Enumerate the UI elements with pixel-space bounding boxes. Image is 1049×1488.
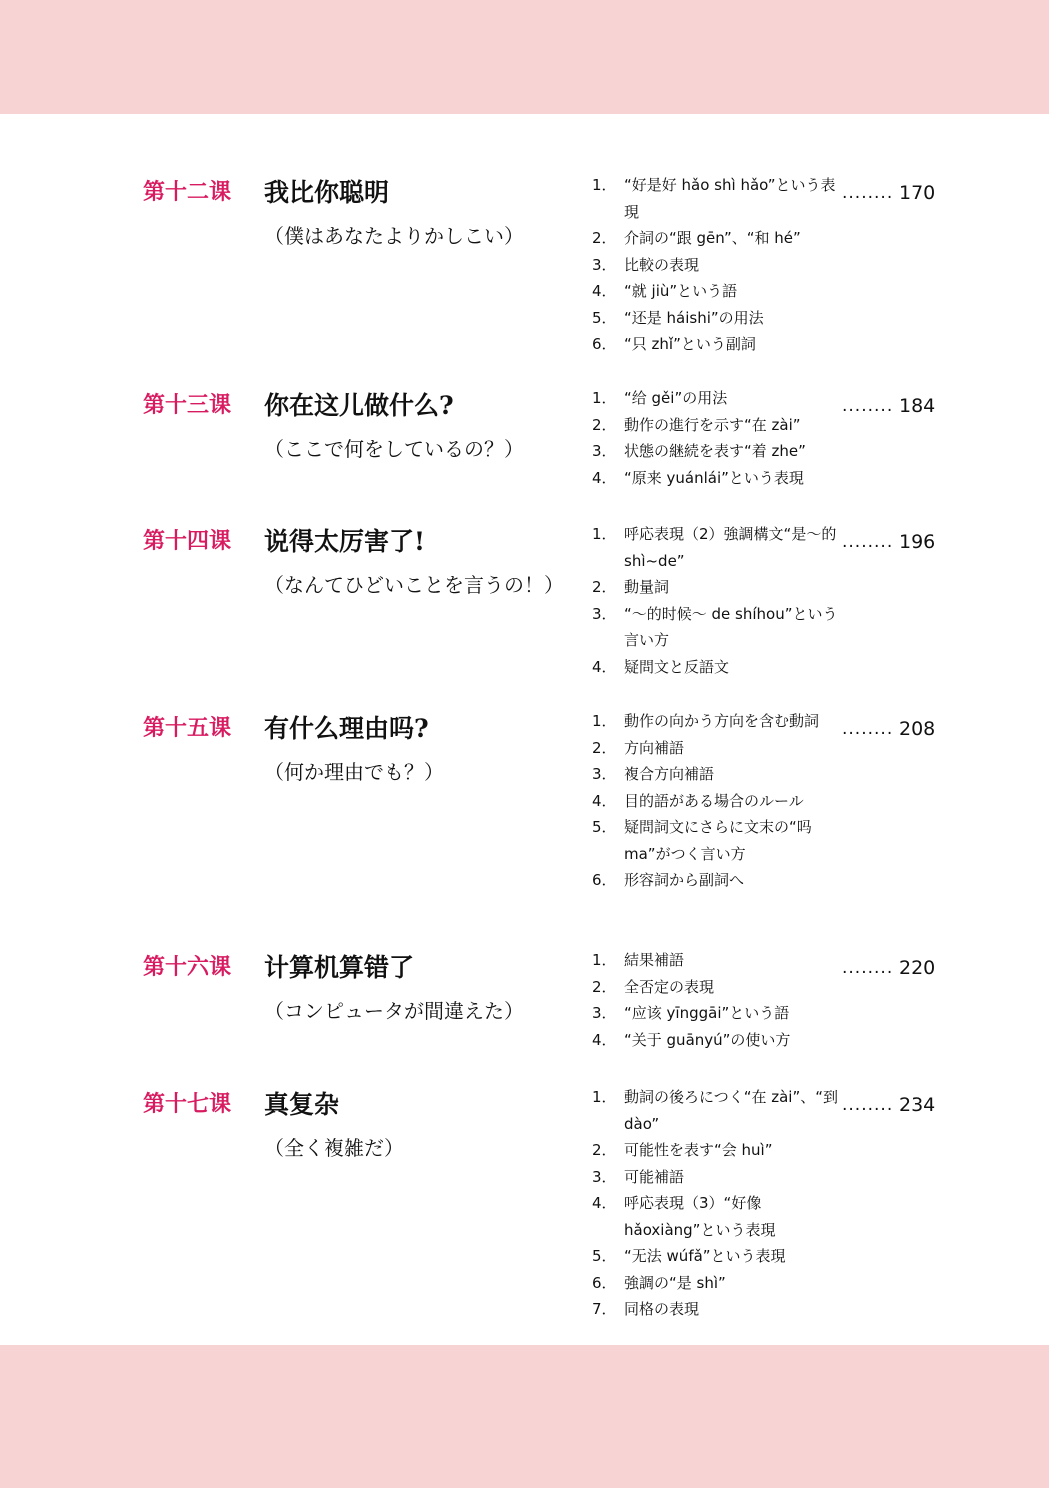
topic-number: 3． <box>592 765 617 783</box>
topic-number: 4． <box>592 282 617 300</box>
topic-item <box>592 1296 842 1323</box>
topic-text: 全否定の表現 <box>624 977 715 996</box>
lesson-number: 第十七课 <box>143 1092 232 1117</box>
page-number[interactable]: 196 <box>899 531 936 553</box>
topic-item <box>592 654 842 681</box>
topic-number: 1． <box>592 525 617 543</box>
topic-text: 介詞の“跟 gēn”、“和 hé” <box>624 229 801 247</box>
header-band <box>0 0 1049 114</box>
topic-number: 2． <box>592 229 617 247</box>
lesson-title: 真复杂 <box>264 1090 340 1119</box>
topic-text: 呼応表現（2）強調構文“是～的 shì~de” <box>624 525 837 570</box>
dot-leader: ........ <box>842 1095 894 1115</box>
topic-list <box>592 1084 842 1323</box>
topic-text: “应该 yīnggāi”という語 <box>624 1004 790 1022</box>
topic-text: 状態の継続を表す“着 zhe” <box>624 442 806 460</box>
topic-number: 4． <box>592 468 617 487</box>
topic-item <box>592 305 842 332</box>
topic-list <box>592 385 842 491</box>
topic-list <box>592 172 842 358</box>
topic-item <box>592 735 842 762</box>
topic-item <box>592 1164 842 1191</box>
lesson-number: 第十六课 <box>143 955 232 980</box>
topic-item <box>592 1137 842 1164</box>
topic-item <box>592 1000 842 1027</box>
topic-number: 3． <box>592 442 617 460</box>
dot-leader: ........ <box>842 719 894 739</box>
dot-leader: ........ <box>842 396 894 416</box>
lesson-number: 第十四课 <box>143 529 232 554</box>
topic-number: 6． <box>592 871 617 889</box>
topic-number: 7． <box>592 1300 617 1318</box>
topic-text: 強調の“是 shì” <box>624 1273 726 1292</box>
topic-item <box>592 947 842 974</box>
topic-text: “好是好 hǎo shì hǎo”という表現 <box>624 176 836 221</box>
lesson-title: 我比你聪明 <box>264 178 390 207</box>
topic-item <box>592 412 842 439</box>
footer-band <box>0 1345 1049 1488</box>
topic-list <box>592 521 842 680</box>
lesson-subtitle: （ここで何をしているの？） <box>264 437 524 461</box>
topic-text: “只 zhǐ”という副詞 <box>624 335 756 353</box>
topic-text: “原来 yuánlái”という表現 <box>624 468 804 487</box>
topic-item <box>592 574 842 601</box>
topic-text: “关于 guānyú”の使い方 <box>624 1030 791 1049</box>
lesson-title: 你在这儿做什么? <box>264 391 454 420</box>
topic-number: 2． <box>592 415 617 434</box>
topic-number: 3． <box>592 1004 617 1022</box>
topic-item <box>592 708 842 735</box>
topic-text: 複合方向補語 <box>624 765 715 783</box>
topic-item <box>592 278 842 305</box>
dot-leader: ........ <box>842 958 894 978</box>
topic-text: 方向補語 <box>624 738 685 757</box>
topic-number: 1． <box>592 1088 617 1106</box>
topic-item <box>592 465 842 492</box>
topic-text: 動作の向かう方向を含む動詞 <box>624 712 820 730</box>
topic-number: 6． <box>592 1273 617 1292</box>
topic-item <box>592 331 842 358</box>
topic-number: 4． <box>592 791 617 810</box>
topic-item <box>592 1270 842 1297</box>
topic-text: 疑問文と反語文 <box>624 657 730 676</box>
page-number[interactable]: 208 <box>899 718 936 740</box>
topic-number: 5． <box>592 818 617 836</box>
topic-item <box>592 814 842 867</box>
topic-number: 1． <box>592 951 617 969</box>
topic-number: 6． <box>592 335 617 353</box>
topic-item <box>592 1190 842 1243</box>
topic-item <box>592 601 842 654</box>
dot-leader: ........ <box>842 532 894 552</box>
topic-text: 呼応表現（3）“好像 hǎoxiàng”という表現 <box>624 1194 776 1239</box>
topic-text: 動作の進行を示す“在 zài” <box>624 415 801 434</box>
topic-number: 4． <box>592 657 617 676</box>
topic-number: 2． <box>592 1141 617 1159</box>
topic-text: 結果補語 <box>624 951 685 969</box>
page-number[interactable]: 184 <box>899 395 936 417</box>
topic-item <box>592 974 842 1001</box>
topic-item <box>592 1027 842 1054</box>
lesson-title: 计算机算错了 <box>264 953 415 982</box>
topic-item <box>592 438 842 465</box>
page-number[interactable]: 170 <box>899 182 936 204</box>
topic-list <box>592 947 842 1053</box>
topic-text: 疑問詞文にさらに文末の“吗 ma”がつく言い方 <box>624 818 812 863</box>
lesson-title: 说得太厉害了! <box>264 527 425 556</box>
topic-item <box>592 867 842 894</box>
topic-text: “无法 wúfǎ”という表現 <box>624 1247 786 1265</box>
topic-number: 4． <box>592 1030 617 1049</box>
topic-item <box>592 172 842 225</box>
topic-text: 形容詞から副詞へ <box>624 871 745 889</box>
topic-number: 5． <box>592 308 617 327</box>
lesson-number: 第十二课 <box>143 180 232 205</box>
topic-text: 可能補語 <box>624 1167 685 1186</box>
topic-text: 比較の表現 <box>624 255 700 274</box>
lesson-subtitle: （コンピュータが間違えた） <box>264 999 524 1023</box>
page-number[interactable]: 234 <box>899 1094 936 1116</box>
lesson-number: 第十三课 <box>143 393 232 418</box>
topic-number: 3． <box>592 604 617 623</box>
topic-number: 4． <box>592 1194 617 1212</box>
topic-item <box>592 385 842 412</box>
lesson-number: 第十五课 <box>143 716 232 741</box>
lesson-subtitle: （何か理由でも？） <box>264 760 444 784</box>
lesson-subtitle: （僕はあなたよりかしこい） <box>264 224 524 248</box>
topic-number: 1． <box>592 389 617 407</box>
dot-leader: ........ <box>842 183 894 203</box>
topic-item <box>592 252 842 279</box>
topic-item <box>592 1084 842 1137</box>
topic-text: 可能性を表す“会 huì” <box>624 1141 773 1159</box>
topic-text: 動詞の後ろにつく“在 zài”、“到 dào” <box>624 1088 839 1133</box>
topic-text: “～的时候～ de shíhou”という言い方 <box>624 604 838 649</box>
topic-item <box>592 761 842 788</box>
lesson-title: 有什么理由吗? <box>264 714 429 743</box>
topic-number: 1． <box>592 176 617 194</box>
topic-text: “就 jiù”という語 <box>624 282 738 300</box>
topic-text: 動量詞 <box>624 578 670 596</box>
topic-text: “还是 háishi”の用法 <box>624 308 764 327</box>
page-number[interactable]: 220 <box>899 957 936 979</box>
topic-item <box>592 225 842 252</box>
topic-number: 1． <box>592 712 617 730</box>
topic-number: 5． <box>592 1247 617 1265</box>
topic-number: 2． <box>592 578 617 596</box>
topic-number: 2． <box>592 977 617 996</box>
topic-item <box>592 521 842 574</box>
topic-text: 同格の表現 <box>624 1300 700 1318</box>
topic-number: 3． <box>592 255 617 274</box>
topic-list <box>592 708 842 894</box>
topic-text: 目的語がある場合のルール <box>624 791 804 810</box>
lesson-subtitle: （なんてひどいことを言うの！） <box>264 573 564 597</box>
topic-item <box>592 1243 842 1270</box>
topic-number: 3． <box>592 1167 617 1186</box>
topic-text: “给 gěi”の用法 <box>624 389 728 407</box>
lesson-subtitle: （全く複雑だ） <box>264 1136 404 1160</box>
topic-number: 2． <box>592 738 617 757</box>
topic-item <box>592 788 842 815</box>
